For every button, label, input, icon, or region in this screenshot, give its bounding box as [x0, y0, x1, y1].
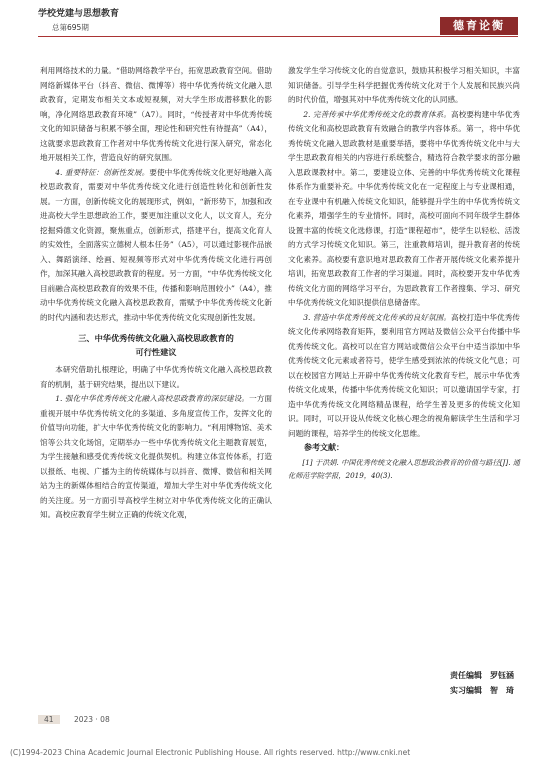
intern-editor: 实习编辑 智 琦 — [450, 686, 514, 695]
section-heading-line: 三、中华优秀传统文化融入高校思政教育的 — [78, 333, 234, 343]
editor-credits — [450, 668, 514, 698]
responsible-editor: 责任编辑 罗钰涵 — [450, 671, 514, 680]
issue-date: 2023 · 08 — [73, 715, 110, 724]
subheading: 3. 营造中华优秀传统文化传承的良好氛围。 — [303, 312, 452, 322]
paragraph-body: 要使中华优秀传统文化更好地融入高校思政教育，需要对中华优秀传统文化进行创造性转化和创新性发展。一方面，创新传统文化的展现形式，例如，“新形势下，加强和改进高校大学生思想政治工作，要更加注重以文化人，以文育人，充分挖掘舜德文化资源，聚焦重点，创新形式，搭建平台，提高文化育人的实效性，全面落实立德树人根本任务”（A5），可以通过影视作品嵌入、舞蹈演绎、绘画、短视频等形式对中华优秀传统文化进行再创作，加深其融入高校思政教育的程度。另一方面，“中华优秀传统文化目前融合高校思政教育的效果不佳，传播和影响范围较小”（A4），推动中华优秀传统文化融入高校思政教育，需赋予中华优秀传统文化新的时代内涵和表达形式，推动中华优秀传统文化实现创新性发展。 — [40, 167, 272, 322]
paragraph-body: 高校打造中华优秀传统文化传承网络教育矩阵，要利用官方网站及微信公众平台传播中华优秀传统文化。高校可以在官方网站或微信公众平台中适当添加中华优秀传统文化元素或者符号，使学生感受到浓浓的传统文化气息；可以在校园官方网站上开辟中华优秀传统文化教育专栏，展示中华优秀传统文化成果，传播中华优秀传统文化知识；可以邀请国学专家，打造中华优秀传统文化网络精品课程，给学生普及更多的传统文化知识。同时，可以开设从传统文化核心理念的视角解读学生生活和学习问题的课程，培养学生的传统文化思维。 — [288, 312, 520, 438]
subheading: 2. 完善传承中华优秀传统文化的教育体系。 — [303, 109, 452, 119]
copyright-notice: (C)1994-2023 China Academic Journal Electronic Publishing House. All rights reserved. http://www.cnki.net — [10, 748, 411, 757]
paragraph: 利用网络技术的力量。“借助网络教学平台，拓宽思政教育空间。借助网络新媒体平台（抖音、微信、微博等）将中华优秀传统文化融入思政教育，定期发布相关文本或短视频，对大学生形成潜移默化的影响，净化网络思政教育环境”（A7）。同时，“传授者对中华优秀传统文化的知识储备与积累不够全面，理论性和研究性有待提高”（A4），这就要求思政教育工作者对中华优秀传统文化进行深入研究，常态化地开展相关工作，营造良好的研究氛围。 — [40, 66, 272, 162]
paragraph-body: 一方面重视开展中华优秀传统文化的多渠道、多角度宣传工作，发挥文化的价值导向功能，扩大中华优秀传统文化的影响力。“利用博物馆、美术馆等公共文化场馆，定期举办一些中华优秀传统文化主题教育展览，为学生接触和感受优秀传统文化提供契机。构建立体宣传体系，打造以报纸、电视、广播为主的传统媒体与以抖音、微博、微信和相关网站为主的新媒体相结合的宣传渠道，增加大学生对中华优秀传统文化的关注度。另一方面引导高校学生树立对中华优秀传统文化的正确认知。高校应教育学生树立正确的传统文化观， — [40, 394, 273, 519]
references-heading: 参考文献： — [304, 443, 344, 452]
page-header — [0, 0, 554, 44]
journal-title: 学校党建与思想教育 — [38, 9, 120, 19]
paragraph — [40, 166, 272, 326]
paragraph: 本研究借助扎根理论，明确了中华优秀传统文化融入高校思政教育的机制，基于研究结果，提出以下建议。 — [40, 365, 272, 389]
subheading: 4. 重要特征：创新性发展。 — [55, 167, 150, 177]
page-footer — [38, 715, 110, 724]
paragraph-body: 高校要构建中华优秀传统文化和高校思政教育有效融合的教学内容体系。第一，将中华优秀传统文化融入思政教材是重要举措，要将中华优秀传统文化中与大学生思政教育相关的内容进行系统整合，精选符合教学要求的部分融入思政课教材中。第二，要建设立体、完善的中华优秀传统文化课程体系作为重要补充。中华优秀传统文化在一定程度上与专业课相通，在专业课中有机融入传统文化知识，能够提升学生的中华优秀传统文化素养，增强学生的专业情怀。同时，高校可面向不同年级学生群体设置丰富的传统文化选修课，打造“课程超市”，使学生以轻松、活泼的方式学习传统文化知识。第三，注重教师培训，提升教育者的传统文化素养。高校要有意识地对思政教育工作者开展传统文化素养提升培训，拓宽思政教育工作者的学习渠道。同时，高校要开发中华优秀传统文化方面的网络学习平台，为思政教育工作者搜集、学习、研究中华优秀传统文化知识提供信息储备库。 — [288, 109, 520, 307]
reference-item: [1] 于洪娟. 中国优秀传统文化融入思想政治教育的价值与路径[J]. 通化师范学院学报，2019，40(3). — [288, 457, 520, 480]
paragraph — [288, 311, 520, 442]
column-tag: 德育论衡 — [440, 17, 518, 35]
right-column — [288, 64, 520, 482]
issue-number: 总第695期 — [52, 23, 89, 32]
page-number: 41 — [38, 715, 60, 724]
paragraph — [288, 108, 520, 311]
section-heading — [40, 331, 272, 359]
subheading: 1. 强化中华优秀传统文化融入高校思政教育的深层建设。 — [55, 394, 250, 403]
paragraph: 激发学生学习传统文化的自觉意识，鼓励其积极学习相关知识，丰富知识储备。引导学生科学把握优秀传统文化对于个人发展和民族兴尚的时代价值，增强其对中华优秀传统文化的认同感。 — [288, 66, 520, 104]
header-rule — [38, 36, 518, 37]
section-heading-line: 可行性建议 — [135, 347, 177, 357]
left-column — [40, 64, 272, 523]
paragraph — [40, 392, 272, 523]
